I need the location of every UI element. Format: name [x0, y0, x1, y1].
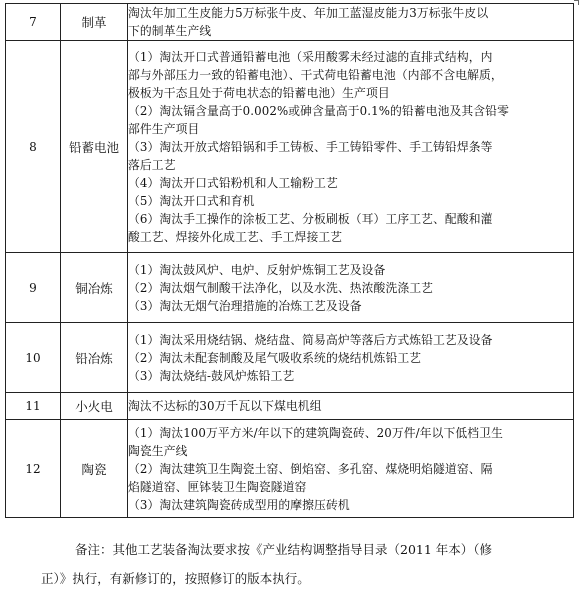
- table-row: [6, 323, 574, 393]
- content-line: （1）淘汰采用烧结锅、烧结盘、简易高炉等落后方式炼铅工艺及设备: [128, 332, 493, 347]
- table-row: [6, 4, 574, 41]
- content-line: （6）淘汰手工操作的涂板工艺、分板刷板（耳）工序工艺、配酸和灌: [128, 211, 493, 226]
- table-row: [6, 253, 574, 323]
- content-line: 部与外部压力一致的铅蓄电池）、干式荷电铅蓄电池（内部不含电解质，: [128, 67, 503, 82]
- table-row: [6, 393, 574, 420]
- content-line: （1）淘汰鼓风炉、电炉、反射炉炼铜工艺及设备: [128, 262, 386, 277]
- table-row: [6, 41, 574, 253]
- row-number: 11: [6, 393, 61, 420]
- row-category: 小火电: [61, 393, 128, 420]
- row-number: 8: [6, 41, 61, 253]
- row-number: 12: [6, 420, 61, 518]
- content-line: （2）淘汰建筑卫生陶瓷土窑、倒焰窑、多孔窑、煤烧明焰隧道窑、隔: [128, 461, 493, 476]
- content-line: 陶瓷生产线: [128, 443, 188, 458]
- table-row: [6, 420, 574, 518]
- row-category: 制革: [61, 4, 128, 41]
- content-line: 焰隧道窑、匣钵装卫生陶瓷隧道窑: [128, 479, 307, 494]
- content-line: 淘汰不达标的30万千瓦以下煤电机组: [128, 399, 322, 413]
- content-line: （2）淘汰未配套制酸及尾气吸收系统的烧结机炼铅工艺: [128, 350, 422, 365]
- content-line: 淘汰年加工生皮能力5万标张牛皮、年加工蓝湿皮能力3万标张牛皮以: [128, 6, 489, 20]
- row-content: [128, 420, 574, 518]
- row-content: [128, 393, 574, 420]
- content-line: （1）淘汰开口式普通铅蓄电池（采用酸雾未经过滤的直排式结构，内: [128, 49, 493, 64]
- note-line-2: 正）》执行，有新修订的，按照修订的版本执行。: [41, 571, 310, 586]
- page-corner-mark: [574, 0, 579, 5]
- elimination-table: [5, 3, 574, 518]
- row-category: 铜冶炼: [61, 253, 128, 323]
- row-content: [128, 4, 574, 41]
- note-line-1: 备注：其他工艺装备淘汰要求按《产业结构调整指导目录（2011 年本）（修: [75, 542, 493, 557]
- content-line: 极板为干态且处于荷电状态的铅蓄电池）生产项目: [128, 85, 390, 100]
- content-line: （3）淘汰开放式熔铅锅和手工铸板、手工铸铅零件、手工铸铅焊条等: [128, 139, 493, 154]
- row-content: [128, 253, 574, 323]
- content-line: （3）淘汰建筑陶瓷砖成型用的摩擦压砖机: [128, 497, 350, 512]
- content-line: （3）淘汰烧结-鼓风炉炼铅工艺: [128, 368, 295, 383]
- content-line: （1）淘汰100万平方米/年以下的建筑陶瓷砖、20万件/年以下低档卫生: [128, 425, 503, 440]
- row-number: 9: [6, 253, 61, 323]
- content-line: （2）淘汰镉含量高于0.002%或砷含量高于0.1%的铅蓄电池及其含铅零: [128, 103, 509, 118]
- content-line: （4）淘汰开口式铅粉机和人工输粉工艺: [128, 175, 338, 190]
- row-category: 铅冶炼: [61, 323, 128, 393]
- content-line: （3）淘汰无烟气治理措施的冶炼工艺及设备: [128, 298, 362, 313]
- content-line: 酸工艺、焊接外化成工艺、手工焊接工艺: [128, 229, 343, 244]
- row-content: [128, 41, 574, 253]
- row-content: [128, 323, 574, 393]
- content-line: 部件生产项目: [128, 121, 200, 136]
- content-line: （5）淘汰开口式和育机: [128, 193, 255, 208]
- content-line: （2）淘汰烟气制酸干法净化，以及水洗、热浓酸洗涤工艺: [128, 280, 434, 295]
- content-line: 下的制革生产线: [128, 24, 212, 38]
- content-line: 落后工艺: [128, 157, 176, 172]
- row-category: 陶瓷: [61, 420, 128, 518]
- row-category: 铅蓄电池: [61, 41, 128, 253]
- row-number: 10: [6, 323, 61, 393]
- row-number: 7: [6, 4, 61, 41]
